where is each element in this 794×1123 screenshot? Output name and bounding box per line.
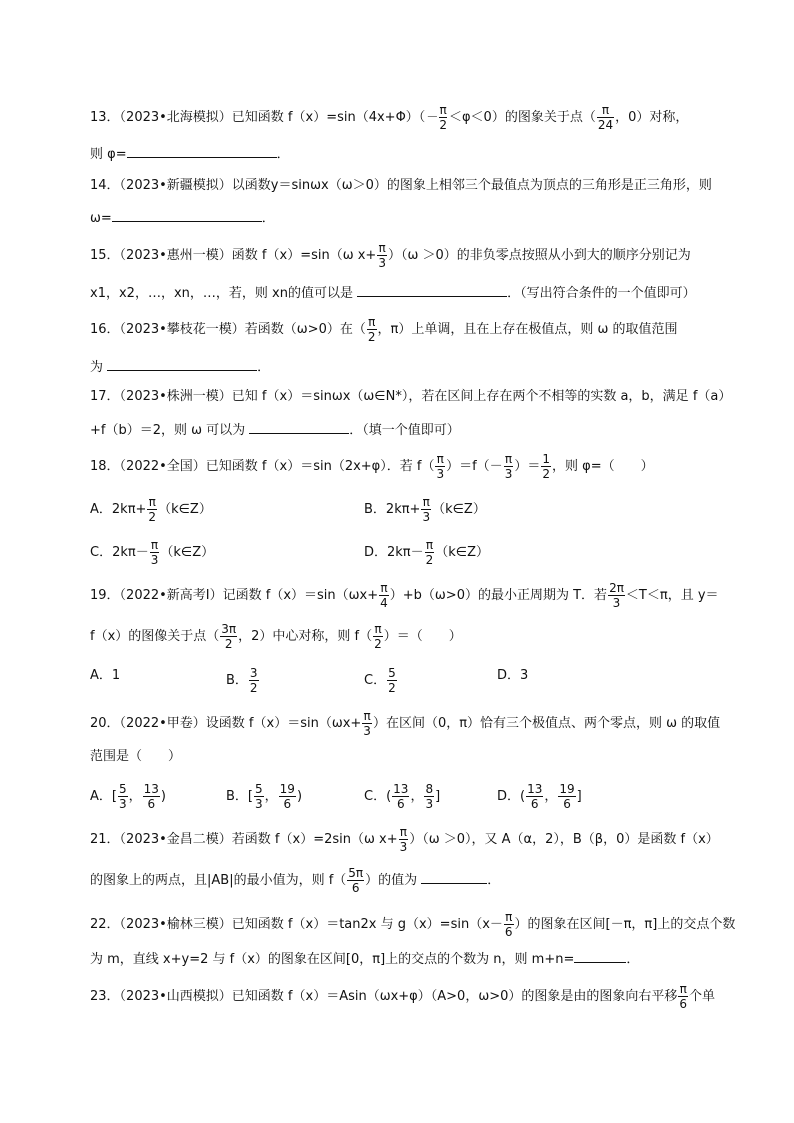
q20-d-frac1: [526, 782, 543, 811]
q19-fraction-1: [379, 581, 389, 610]
q13-text-a: 13．（2023•北海模拟）已知函数 f（x）=sin（4x+Φ）（: [90, 110, 426, 125]
q19-b-pre: B．: [226, 673, 248, 688]
q15-x1: 1，x: [97, 286, 127, 301]
q16-answer-blank[interactable]: [107, 356, 257, 371]
q19-option-c[interactable]: [364, 666, 398, 695]
q20-c-d2: 3: [425, 797, 434, 811]
q20-a-d2: 6: [143, 796, 160, 811]
q19-text-f: ）＝（ ）: [383, 629, 462, 644]
q13-answer-label: 则 φ=: [90, 147, 127, 162]
q19-f1-num: π: [380, 581, 388, 595]
q20-a-d1: 3: [118, 797, 127, 811]
q21-fraction-2: [347, 866, 364, 895]
q19-option-d[interactable]: [497, 666, 528, 686]
question-13-line-1: [90, 103, 754, 132]
question-13-line-2: 则 φ= ．: [90, 143, 754, 165]
q23-f-den: 6: [679, 997, 688, 1011]
q21-f-den: 3: [399, 840, 408, 854]
q18-fraction-1: [435, 452, 445, 481]
q21-f2-num: 5π: [348, 866, 364, 880]
q18-f3-num: 1: [542, 452, 550, 466]
q14-text-a: 14．（2023•新疆模拟）以函数: [90, 178, 271, 193]
q19-c-pre: C．: [364, 673, 387, 688]
q16-f-den: 2: [367, 330, 376, 344]
q18-fraction-3: [541, 452, 551, 481]
q22-answer-blank[interactable]: [574, 948, 626, 963]
question-21-line-2: 的图象上的两点，且|AB|的最小值为，则 f（ $\frac{5\pi}{6}$ ）的值为 ．: [90, 866, 501, 895]
q18-a-num: π: [148, 495, 156, 509]
q19-c-frac: [387, 666, 397, 695]
q18-a-pre: A．2kπ+: [90, 502, 147, 517]
question-20-line-2: [90, 747, 754, 767]
q20-a-post: ): [160, 789, 166, 804]
q20-option-c[interactable]: [364, 782, 440, 811]
q18-fraction-2: [504, 452, 514, 481]
q20-d-pre: D．(: [497, 789, 526, 804]
q19-option-b[interactable]: [226, 666, 260, 695]
q19-f4-den: 2: [374, 637, 382, 651]
q13-answer-blank[interactable]: [127, 143, 277, 158]
q21-text-d: ）的值为: [365, 873, 418, 888]
q17-text-a: 17．（2023•株洲一模）已知 f（x）＝sinωx（ω∈N*），若在区间上存在两个不相等的实数 a，b，满足 f（a）: [90, 389, 732, 404]
q21-fraction: [399, 825, 409, 854]
q19-text-b: ）+b（ω>0）的最小正周期为 T．若: [389, 588, 608, 603]
q20-d-mid: ，: [544, 789, 558, 804]
q20-d-frac2: [558, 782, 575, 811]
q16-answer-label: 为: [90, 360, 104, 375]
question-19-line-2: [90, 622, 754, 651]
q20-b-n1: 5: [255, 782, 263, 796]
q13-f2-den: 24: [597, 118, 614, 132]
q20-b-d2: 6: [279, 796, 296, 811]
q20-b-pre: B．[: [226, 789, 253, 804]
question-15-line-1: [90, 241, 754, 270]
q14-answer-label: ω=: [90, 211, 112, 226]
q23-text-b: 个单: [689, 989, 716, 1004]
q20-b-n2: 19: [279, 782, 295, 796]
q19-f1-den: 4: [380, 596, 388, 610]
question-22-line-1: [90, 910, 754, 939]
q19-fraction-2: [608, 581, 625, 610]
q14-answer-blank[interactable]: [112, 207, 262, 222]
q20-a-frac1: [118, 782, 128, 811]
q18-f1-den: 3: [436, 467, 445, 481]
q18-d-num: π: [425, 538, 434, 552]
q19-text-a: 19．（2022•新高考Ⅰ）记函数 f（x）＝sin（ωx+: [90, 588, 379, 603]
q19-d-label: D．3: [497, 668, 529, 683]
q23-f-num: π: [679, 982, 687, 996]
q19-f4-num: π: [374, 622, 382, 636]
question-14-line-2: ω= ．: [90, 207, 754, 229]
q19-text-c: ＜T＜π，且 y＝: [625, 588, 719, 603]
q18-a-den: 2: [148, 510, 157, 524]
question-17-line-2: [90, 419, 754, 441]
q19-a-label: A．1: [90, 668, 121, 683]
q18-d-frac: [425, 538, 435, 567]
question-16-line-1: [90, 315, 754, 344]
q13-fraction-1: － $\frac{\pi}{2}$: [426, 103, 447, 132]
q18-option-d[interactable]: [364, 538, 489, 567]
q22-f-den: 6: [504, 925, 513, 939]
q21-text-a: 21．（2023•金昌二模）若函数 f（x）=2sin（ω x+: [90, 832, 398, 847]
question-19-line-1: [90, 581, 754, 610]
q20-fraction: [362, 709, 372, 738]
question-23-line-1: [90, 982, 754, 1011]
q18-a-frac: [147, 495, 157, 524]
q21-f-num: π: [399, 825, 408, 839]
q15-f-num: π: [378, 241, 386, 255]
question-16-line-2: 为 ．: [90, 356, 754, 378]
q20-b-d1: 3: [255, 797, 263, 811]
q19-f3-den: 2: [220, 636, 237, 651]
q20-c-frac2: [424, 782, 434, 811]
q15-text-b: ）（ω ＞0）的非负零点按照从小到大的顺序分别记为: [387, 248, 691, 263]
q16-f-num: π: [368, 315, 376, 329]
q20-f-den: 3: [363, 724, 371, 738]
q19-fraction-3: [220, 622, 237, 651]
q22-text-d: ．: [626, 952, 640, 967]
q13-fraction-2: [597, 103, 614, 132]
q19-option-a[interactable]: [90, 666, 120, 686]
q22-text-c: 为 m，直线 x+y=2 与 f（x）的图象在区间[0，π]上的交点的个数为 n，则 m+n=: [90, 952, 575, 967]
q20-c-d1: 6: [392, 796, 409, 811]
q20-c-mid: ，: [410, 789, 424, 804]
q18-c-pre: C．2kπ－: [90, 545, 149, 560]
q18-option-c[interactable]: [90, 538, 214, 567]
q18-c-post: （k∈Z）: [160, 545, 215, 560]
q15-f-den: 3: [378, 256, 386, 270]
q15-text-f: ．（写出符合条件的一个值即可）: [507, 286, 696, 301]
q18-d-pre: D．2kπ－: [364, 545, 424, 560]
q18-c-frac: [150, 538, 160, 567]
q14-text-b: y＝sinωx（ω＞0）的图象上相邻三个最值点为顶点的三角形是正三角形，则: [270, 178, 712, 193]
q15-x: x: [90, 286, 98, 301]
q19-b-num: 3: [249, 666, 258, 680]
q19-f2-den: 3: [608, 595, 625, 610]
q18-text-c: ）＝: [514, 459, 541, 474]
q20-d-post: ]: [576, 789, 582, 804]
q20-a-n1: 5: [118, 782, 127, 796]
q18-d-post: （k∈Z）: [435, 545, 490, 560]
q18-text-a: 18．（2022•全国）已知函数 f（x）＝sin（2x+φ）．若 f（: [90, 459, 435, 474]
q16-fraction: [367, 315, 377, 344]
q20-d-n2: 19: [559, 782, 575, 796]
q20-a-pre: A．[: [90, 789, 117, 804]
q20-option-a[interactable]: [90, 782, 166, 811]
q18-text-b: ）＝f（－: [446, 459, 503, 474]
q22-text-b: ）的图象在区间[－π，π]上的交点个数: [514, 917, 736, 932]
q20-f-num: π: [363, 709, 371, 723]
q20-option-b[interactable]: [226, 782, 302, 811]
q13-f1-den: 2: [439, 118, 447, 132]
q18-b-frac: [421, 495, 431, 524]
q18-option-b[interactable]: [364, 495, 486, 524]
q19-f3-num: 3π: [221, 622, 237, 636]
q17-text-b: +f（b）＝2，则 ω 可以为: [90, 423, 246, 438]
q20-option-d[interactable]: [497, 782, 582, 811]
q21-f2-den: 6: [347, 880, 364, 895]
q21-text-c: 的图象上的两点，且|AB|的最小值为，则 f（: [90, 873, 347, 888]
q18-b-post: （k∈Z）: [432, 502, 486, 517]
q20-b-mid: ，: [264, 789, 278, 804]
q15-text-e: n的值可以是: [279, 286, 353, 301]
q19-text-d: f（x）的图像关于点（: [90, 629, 220, 644]
q19-text-e: ，2）中心对称，则 f（: [238, 629, 373, 644]
q20-d-d1: 6: [526, 796, 543, 811]
q20-b-frac2: [279, 782, 296, 811]
q15-text-a: 15．（2023•惠州一模）函数 f（x）=sin（ω x+: [90, 248, 377, 263]
q13-f1-num: π: [439, 103, 447, 117]
q17-answer-blank[interactable]: [249, 419, 349, 434]
q20-c-frac1: [392, 782, 409, 811]
q17-text-c: ．（填一个值即可）: [349, 423, 460, 438]
q20-text-a: 20．（2022•甲卷）设函数 f（x）＝sin（ωx+: [90, 716, 362, 731]
q20-a-frac2: [143, 782, 160, 811]
q20-d-d2: 6: [558, 796, 575, 811]
q18-f2-num: π: [504, 452, 513, 466]
q15-fraction: [377, 241, 387, 270]
q18-b-pre: B．2kπ+: [364, 502, 421, 517]
q22-f-num: π: [505, 910, 513, 924]
q21-text-b: ）（ω ＞0），又 A（α，2），B（β，0）是函数 f（x）: [409, 832, 719, 847]
q19-b-frac: [249, 666, 259, 695]
q21-answer-blank[interactable]: [421, 869, 487, 884]
q20-a-mid: ，: [128, 789, 142, 804]
q20-c-pre: C．(: [364, 789, 392, 804]
question-17-line-1: [90, 387, 754, 407]
question-18-stem: [90, 452, 754, 481]
q18-c-num: π: [150, 538, 159, 552]
question-22-line-2: [90, 948, 754, 970]
q20-text-c: 范围是（ ）: [90, 749, 182, 764]
q20-d-n1: 13: [527, 782, 543, 796]
q18-f1-num: π: [436, 452, 444, 466]
q20-b-post: ): [296, 789, 303, 804]
question-20-line-1: [90, 709, 754, 738]
q19-b-den: 2: [249, 681, 258, 695]
q20-c-post: ]: [435, 789, 441, 804]
q13-text-b: ＜φ＜0）的图象关于点（: [448, 110, 596, 125]
q22-fraction: [504, 910, 514, 939]
q18-f2-den: 3: [504, 467, 513, 481]
q18-b-den: 3: [422, 510, 431, 524]
q18-f3-den: 2: [542, 467, 550, 481]
q20-c-n1: 13: [393, 782, 409, 796]
q16-text-a: 16．（2023•攀枝花一模）若函数（ω>0）在（: [90, 322, 366, 337]
q20-c-n2: 8: [425, 782, 434, 796]
q18-option-a[interactable]: [90, 495, 212, 524]
question-21-line-1: [90, 825, 754, 854]
q16-text-b: ，π）上单调，且在上存在极值点，则 ω 的取值范围: [377, 322, 678, 337]
q19-f2-num: 2π: [609, 581, 624, 595]
q19-c-num: 5: [388, 666, 396, 680]
q18-text-d: ，则 φ=（ ）: [551, 459, 654, 474]
q18-b-num: π: [422, 495, 430, 509]
q13-f2-num: π: [601, 103, 610, 117]
q15-answer-blank[interactable]: [357, 282, 507, 297]
q20-a-n2: 13: [143, 782, 159, 796]
q20-text-b: ）在区间（0，π）恰有三个极值点、两个零点，则 ω 的取值: [372, 716, 721, 731]
q20-b-frac1: [254, 782, 264, 811]
q18-a-post: （k∈Z）: [158, 502, 212, 517]
q13-text-c: ，0）对称，: [615, 110, 689, 125]
question-15-line-2: [90, 282, 754, 304]
q19-fraction-4: [373, 622, 383, 651]
q19-c-den: 2: [388, 681, 396, 695]
q15-x2: 2，…，x: [126, 286, 182, 301]
q18-d-den: 2: [425, 553, 434, 567]
q15-xn: n，…，若，则 x: [181, 286, 280, 301]
q18-c-den: 3: [150, 553, 159, 567]
q23-fraction: [678, 982, 688, 1011]
question-14-line-1: [90, 176, 754, 196]
q22-text-a: 22．（2023•榆林三模）已知函数 f（x）＝tan2x 与 g（x）=sin（x－: [90, 917, 503, 932]
q23-text-a: 23．（2023•山西模拟）已知函数 f（x）＝Asin（ωx+φ）（A>0，ω>0）的图象是由的图象向右平移: [90, 989, 678, 1004]
